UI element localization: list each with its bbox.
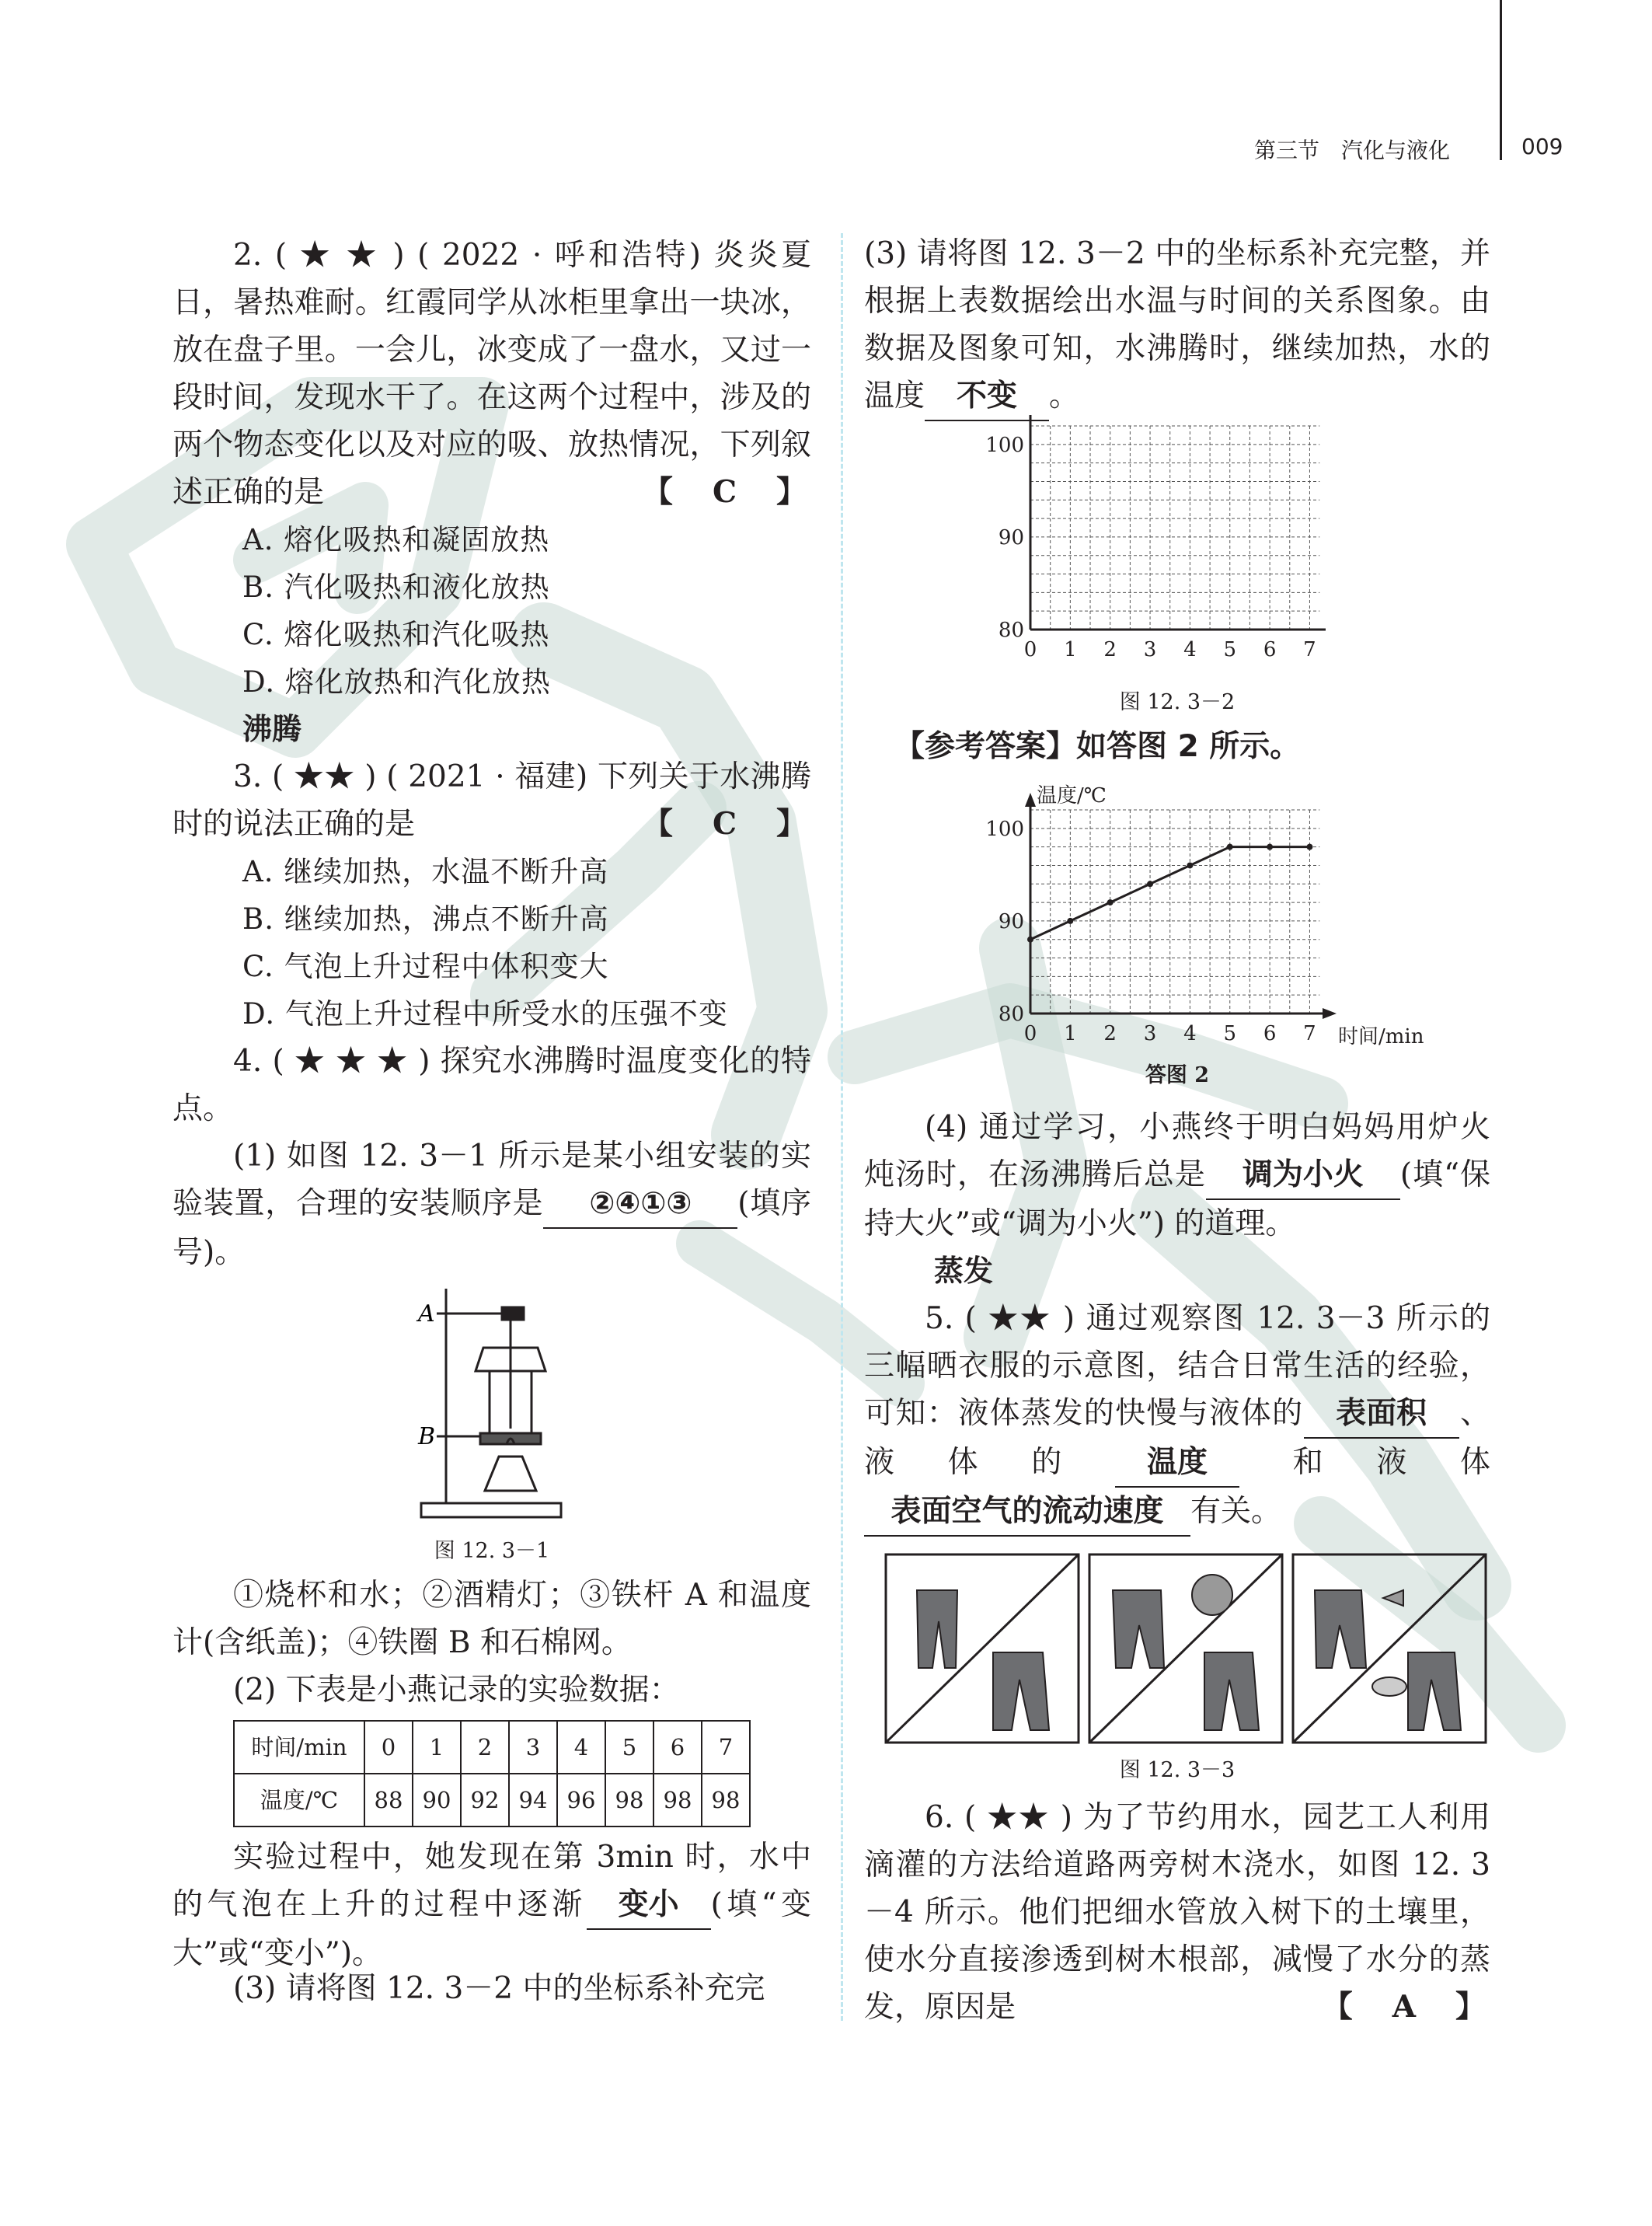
q6-text: 6. ( ★★ ) 为了节约用水，园艺工人利用滴灌的方法给道路两旁树木浇水，如图 12. 3－4 所示。他们把细水管放入树下的土壤里，使水分直接渗透到树木根部，减慢了水分的蒸发，原因是	[864, 1800, 1490, 2025]
page-number: 009	[1521, 134, 1563, 159]
q4-part1	[173, 1132, 811, 1276]
q4-part4	[864, 1104, 1490, 1247]
q3-option-c: C. 气泡上升过程中体积变大	[242, 950, 609, 983]
column-divider	[841, 233, 843, 2021]
x-axis-label: 时间/min	[1338, 1025, 1424, 1048]
x-tick-label: 2	[1103, 638, 1117, 661]
table-cell: 98	[702, 1774, 750, 1827]
reference-answer: 【参考答案】如答图 2 所示。	[894, 729, 1301, 764]
table-row-temp	[234, 1774, 750, 1827]
q4-part3	[864, 230, 1490, 421]
right-column-ref	[864, 723, 1490, 770]
x-tick-label: 5	[1223, 1022, 1237, 1045]
question-2	[173, 232, 811, 516]
table-cell: 0	[364, 1721, 413, 1774]
y-tick-label: 100	[985, 433, 1024, 457]
figure-12-3-1	[173, 1281, 811, 1525]
fig1-label-b: B	[418, 1423, 436, 1450]
q3-text: 3. ( ★★ ) ( 2021 · 福建) 下列关于水沸腾时的说法正确的是	[173, 759, 811, 842]
q3-option-b: B. 继续加热，沸点不断升高	[242, 902, 609, 936]
data-point	[1107, 899, 1114, 905]
table-cell: 7	[702, 1721, 750, 1774]
left-column	[173, 232, 811, 1977]
x-tick-label: 6	[1263, 638, 1277, 661]
left-column-bottom	[173, 1965, 811, 2012]
q5-answer-3: 表面空气的流动速度	[864, 1488, 1190, 1537]
q2-answer: 【 C 】	[642, 474, 811, 510]
section-boiling: 沸腾	[242, 712, 302, 746]
table-header-temp: 温度/℃	[234, 1774, 364, 1827]
q2-option-c: C. 熔化吸热和汽化吸热	[242, 618, 550, 651]
q4-part1-tail: (填序号)。	[173, 1186, 811, 1270]
q4-part4-tail: (填“保持大火”或“调为小火”) 的道理。	[864, 1157, 1490, 1241]
table-cell: 3	[509, 1721, 557, 1774]
table-cell: 94	[509, 1774, 557, 1827]
question-5	[864, 1295, 1490, 1537]
q4-part2b-tail: (填“变大”或“变小”)。	[173, 1887, 811, 1971]
q4-part4-answer: 调为小火	[1206, 1151, 1400, 1200]
x-tick-label: 1	[1064, 1022, 1077, 1045]
y-tick-label: 90	[998, 909, 1024, 933]
q5-answer-1: 表面积	[1304, 1390, 1459, 1439]
q4-part4-text: (4) 通过学习，小燕终于明白妈妈用炉火炖汤时，在汤沸腾后总是	[864, 1110, 1490, 1192]
y-axis-label: 温度/℃	[1037, 784, 1107, 808]
figure-12-3-1-caption: 图 12. 3－1	[434, 1539, 550, 1563]
data-point	[1227, 844, 1233, 850]
y-tick-label: 80	[998, 619, 1024, 642]
table-cell: 98	[653, 1774, 702, 1827]
x-tick-label: 2	[1103, 1022, 1117, 1045]
question-4-intro: 4. ( ★ ★ ★ ) 探究水沸腾时温度变化的特点。	[173, 1044, 811, 1126]
q4-part1-text: (1) 如图 12. 3－1 所示是某小组安装的实验装置，合理的安装顺序是	[173, 1139, 811, 1221]
q4-part3-answer: 不变	[925, 372, 1049, 421]
section-evaporation: 蒸发	[934, 1254, 994, 1288]
q3-answer: 【 C 】	[642, 806, 811, 842]
q6-answer: 【 A 】	[1322, 1989, 1490, 2025]
x-tick-label: 0	[1023, 638, 1037, 661]
table-cell: 5	[605, 1721, 653, 1774]
q5-tail: 有关。	[1190, 1494, 1282, 1529]
x-tick-label: 7	[1303, 1022, 1316, 1045]
x-tick-label: 0	[1023, 1022, 1037, 1045]
table-cell: 88	[364, 1774, 413, 1827]
q3-option-d: D. 气泡上升过程中所受水的压强不变	[242, 997, 728, 1031]
figure-12-3-2-caption: 图 12. 3－2	[1119, 690, 1236, 714]
answer-figure-2-caption: 答图 2	[1145, 1063, 1210, 1087]
table-cell: 96	[557, 1774, 605, 1827]
right-column-lower	[864, 1104, 1490, 1537]
data-point	[1306, 844, 1312, 850]
q4-part3-start: (3) 请将图 12. 3－2 中的坐标系补充完	[233, 1971, 765, 2006]
x-tick-label: 6	[1263, 1022, 1277, 1045]
q4-part2: (2) 下表是小燕记录的实验数据：	[233, 1673, 680, 1708]
q4-part2b-answer: 变小	[587, 1881, 711, 1930]
apparatus-illustration	[173, 1281, 811, 1525]
figure-12-3-3-caption: 图 12. 3－3	[1119, 1758, 1236, 1782]
data-point	[1147, 881, 1153, 887]
table-cell: 92	[461, 1774, 509, 1827]
q4-part1-answer: ②④①③	[543, 1180, 737, 1229]
figure-12-3-2-grid	[979, 404, 1414, 668]
table-cell: 2	[461, 1721, 509, 1774]
y-tick-label: 90	[998, 525, 1024, 550]
answer-figure-2-graph	[979, 782, 1424, 1054]
q3-option-a: A. 继续加热，水温不断升高	[242, 855, 609, 888]
data-point	[1267, 844, 1273, 850]
q2-option-a: A. 熔化吸热和凝固放热	[242, 523, 550, 556]
table-cell: 1	[413, 1721, 461, 1774]
table-cell: 98	[605, 1774, 653, 1827]
q5-mid-1: 、液体的	[864, 1396, 1490, 1480]
question-6	[864, 1794, 1490, 2031]
y-tick-label: 80	[998, 1003, 1024, 1026]
y-axis-arrow	[1025, 793, 1036, 807]
fig1-label-a: A	[418, 1300, 435, 1328]
table-cell: 6	[653, 1721, 702, 1774]
right-column-bottom	[864, 1794, 1490, 2031]
q2-option-d: D. 熔化放热和汽化放热	[242, 665, 551, 699]
table-header-time: 时间/min	[234, 1721, 364, 1774]
x-tick-label: 1	[1064, 638, 1077, 661]
table-cell: 4	[557, 1721, 605, 1774]
q4-part3-text: (3) 请将图 12. 3－2 中的坐标系补充完整，并根据上表数据绘出水温与时间的关系图象。由数据及图象可知，水沸腾时，继续加热，水的温度	[864, 236, 1490, 413]
y-tick-label: 100	[985, 817, 1024, 841]
question-3	[173, 753, 811, 848]
header-rule	[1500, 0, 1502, 160]
q5-text: 5. ( ★★ ) 通过观察图 12. 3－3 所示的三幅晒衣服的示意图，结合日常生活的经验，可知：液体蒸发的快慢与液体的	[864, 1301, 1490, 1431]
q5-answer-2: 温度	[1115, 1439, 1239, 1488]
q5-mid-2: 和液体	[1239, 1445, 1490, 1480]
x-tick-label: 5	[1223, 638, 1237, 661]
data-table	[233, 1720, 751, 1827]
data-point	[1067, 918, 1073, 924]
data-point	[1187, 862, 1193, 868]
x-tick-label: 3	[1143, 1022, 1157, 1045]
table-row-time	[234, 1721, 750, 1774]
q4-part2b-text: 实验过程中，她发现在第 3min 时，水中的气泡在上升的过程中逐渐	[173, 1840, 811, 1922]
q2-option-b: B. 汽化吸热和液化放热	[242, 570, 550, 604]
q4-part2b	[173, 1833, 811, 1977]
x-axis-arrow	[1323, 1008, 1337, 1019]
table-cell: 90	[413, 1774, 461, 1827]
q4-part3-tail: 。	[1049, 379, 1080, 413]
right-column	[864, 232, 1490, 421]
q4-items: ①烧杯和水；②酒精灯；③铁杆 A 和温度计(含纸盖)；④铁圈 B 和石棉网。	[173, 1578, 811, 1660]
figure-12-3-3	[883, 1551, 1489, 1746]
x-tick-label: 4	[1183, 1022, 1197, 1045]
data-point	[1027, 937, 1033, 943]
running-header: 第三节 汽化与液化	[1254, 138, 1451, 163]
x-tick-label: 4	[1183, 638, 1197, 661]
x-tick-label: 3	[1143, 638, 1157, 661]
q2-text: 2. ( ★ ★ ) ( 2022 · 呼和浩特) 炎炎夏日，暑热难耐。红霞同学从冰柜里拿出一块冰，放在盘子里。一会儿，冰变成了一盘水，又过一段时间，发现水干了。在这两个过程中，涉及的两个物态变化以及对应的吸、放热情况，下列叙述正确的是	[173, 238, 811, 510]
x-tick-label: 7	[1303, 638, 1316, 661]
